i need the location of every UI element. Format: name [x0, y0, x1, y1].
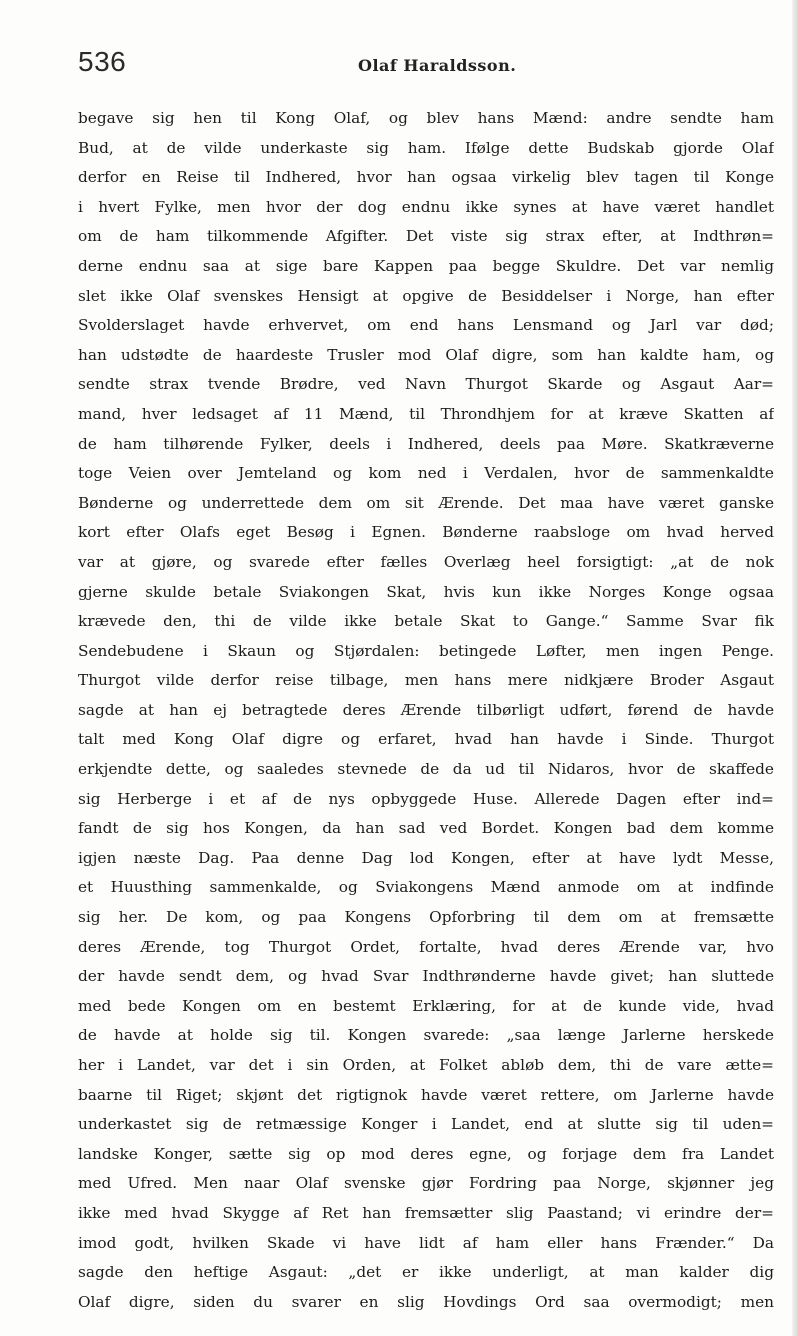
- text-line: gjerne skulde betale Sviakongen Skat, hvis kun ikke Norges Konge ogsaa: [78, 582, 774, 601]
- text-line: toge Veien over Jemteland og kom ned i Verdalen, hvor de sammenkaldte: [78, 464, 774, 483]
- text-line: i hvert Fylke, men hvor der dog endnu ikke synes at have været handlet: [78, 197, 774, 216]
- text-line: landske Konger, sætte sig op mod deres egne, og forjage dem fra Landet: [78, 1144, 774, 1163]
- text-line: talt med Kong Olaf digre og erfaret, hvad han havde i Sinde. Thurgot: [78, 730, 774, 749]
- text-line: Bud, at de vilde underkaste sig ham. Ifølge dette Budskab gjorde Olaf: [78, 138, 774, 157]
- page-header: [78, 46, 768, 86]
- text-line: baarne til Riget; skjønt det rigtignok havde været rettere, om Jarlerne havde: [78, 1085, 774, 1104]
- text-line: om de ham tilkommende Afgifter. Det viste sig strax efter, at Indthrøn=: [78, 227, 774, 246]
- text-line: et Huusthing sammenkalde, og Sviakongens Mænd anmode om at indfinde: [78, 878, 774, 897]
- text-line: Olaf digre, siden du svarer en slig Hovdings Ord saa overmodigt; men: [78, 1292, 774, 1311]
- text-line: erkjendte dette, og saaledes stevnede de da ud til Nidaros, hvor de skaffede: [78, 760, 774, 779]
- text-line: slet ikke Olaf svenskes Hensigt at opgive de Besiddelser i Norge, han efter: [78, 286, 774, 305]
- text-line: med Ufred. Men naar Olaf svenske gjør Fordring paa Norge, skjønner jeg: [78, 1174, 774, 1193]
- text-line: fandt de sig hos Kongen, da han sad ved Bordet. Kongen bad dem komme: [78, 819, 774, 838]
- text-line: var at gjøre, og svarede efter fælles Overlæg heel forsigtigt: „at de nok: [78, 552, 774, 571]
- text-line: Thurgot vilde derfor reise tilbage, men hans mere nidkjære Broder Asgaut: [78, 671, 774, 690]
- text-line: begave sig hen til Kong Olaf, og blev hans Mænd: andre sendte ham: [78, 109, 774, 127]
- text-line: sendte strax tvende Brødre, ved Navn Thurgot Skarde og Asgaut Aar=: [78, 375, 774, 394]
- running-head: Olaf Haraldsson.: [358, 56, 517, 75]
- text-line: mand, hver ledsaget af 11 Mænd, til Throndhjem for at kræve Skatten af: [78, 404, 774, 423]
- text-line: sig Herberge i et af de nys opbyggede Huse. Allerede Dagen efter ind=: [78, 789, 774, 808]
- text-line: de ham tilhørende Fylker, deels i Indhered, deels paa Møre. Skatkræverne: [78, 434, 774, 453]
- text-line: derfor en Reise til Indhered, hvor han ogsaa virkelig blev tagen til Konge: [78, 168, 774, 187]
- text-line: imod godt, hvilken Skade vi have lidt af ham eller hans Frænder.“ Da: [78, 1233, 774, 1252]
- text-line: der havde sendt dem, og hvad Svar Indthrønderne havde givet; han sluttede: [78, 967, 774, 986]
- text-line: krævede den, thi de vilde ikke betale Skat to Gange.“ Samme Svar fik: [78, 612, 774, 631]
- text-line: han udstødte de haardeste Trusler mod Olaf digre, som han kaldte ham, og: [78, 345, 774, 364]
- text-line: underkastet sig de retmæssige Konger i Landet, end at slutte sig til uden=: [78, 1115, 774, 1134]
- text-line: kort efter Olafs eget Besøg i Egnen. Bønderne raabsloge om hvad herved: [78, 523, 774, 542]
- text-line: sagde at han ej betragtede deres Ærende tilbørligt udført, førend de havde: [78, 700, 774, 719]
- body-text: [78, 104, 774, 1317]
- text-line: med bede Kongen om en bestemt Erklæring, for at de kunde vide, hvad: [78, 996, 774, 1015]
- text-line: sagde den heftige Asgaut: „det er ikke underligt, at man kalder dig: [78, 1263, 774, 1282]
- text-line: Svolderslaget havde erhvervet, om end hans Lensmand og Jarl var død;: [78, 316, 774, 335]
- text-line: derne endnu saa at sige bare Kappen paa begge Skuldre. Det var nemlig: [78, 256, 774, 275]
- text-line: deres Ærende, tog Thurgot Ordet, fortalte, hvad deres Ærende var, hvo: [78, 937, 774, 956]
- text-line: de havde at holde sig til. Kongen svarede: „saa længe Jarlerne herskede: [78, 1026, 774, 1045]
- text-line: Sendebudene i Skaun og Stjørdalen: betingede Løfter, men ingen Penge.: [78, 641, 774, 660]
- text-line: igjen næste Dag. Paa denne Dag lod Kongen, efter at have lydt Messe,: [78, 848, 774, 867]
- text-line: sig her. De kom, og paa Kongens Opforbring til dem om at fremsætte: [78, 908, 774, 927]
- page-number: 536: [78, 46, 127, 77]
- text-line: ikke med hvad Skygge af Ret han fremsætter slig Paastand; vi erindre der=: [78, 1203, 774, 1222]
- page-edge-shadow: [792, 0, 798, 1336]
- text-line: Bønderne og underrettede dem om sit Ærende. Det maa have været ganske: [78, 493, 774, 512]
- text-line: her i Landet, var det i sin Orden, at Folket abløb dem, thi de vare ætte=: [78, 1056, 774, 1074]
